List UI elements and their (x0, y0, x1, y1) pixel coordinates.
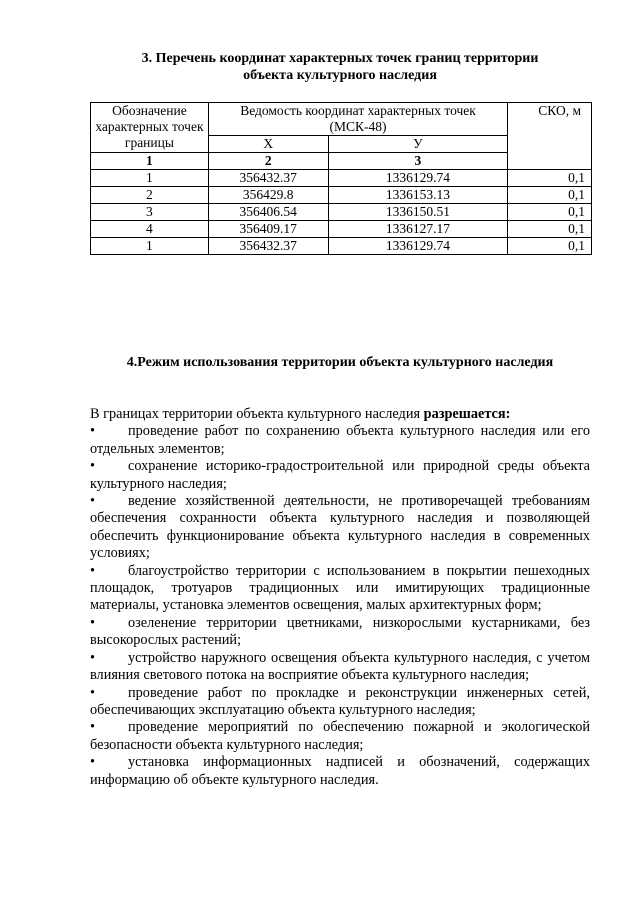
x-cell: 356406.54 (208, 204, 328, 221)
list-item (90, 493, 590, 563)
coordinates-table (90, 102, 592, 255)
point-cell: 4 (91, 221, 209, 238)
bullet-icon: • (90, 684, 96, 701)
section-3-title-line2: объекта культурного наследия (243, 68, 437, 83)
y-cell: 1336150.51 (328, 204, 508, 221)
point-cell: 1 (91, 170, 209, 187)
lead-text: В границах территории объекта культурного наследия (90, 406, 424, 422)
section-4-body (90, 406, 590, 789)
y-cell: 1336129.74 (328, 238, 508, 255)
list-item (90, 685, 590, 720)
lead-paragraph (90, 406, 590, 423)
bullet-icon: • (90, 614, 96, 631)
list-item-text: благоустройство территории с использованием в покрытии пешеходных площадок, тротуаров традиционных или имитирующих традиционные материалы, установка элементов освещения, малых архитектурных форм; (90, 562, 590, 614)
table-header-row (91, 103, 592, 136)
num-cell: 3 (328, 153, 508, 170)
table-row (91, 204, 592, 221)
bullet-icon: • (90, 562, 96, 579)
y-cell: 1336127.17 (328, 221, 508, 238)
section-4-title: 4.Режим использования территории объекта культурного наследия (126, 355, 554, 370)
header-y: У (328, 136, 508, 153)
y-cell: 1336129.74 (328, 170, 508, 187)
list-item-text: проведение работ по сохранению объекта культурного наследия или его отдельных элементов; (90, 423, 590, 457)
x-cell: 356409.17 (208, 221, 328, 238)
header-coordinates-group: Ведомость координат характерных точек (МСК-48) (208, 103, 507, 136)
lead-bold-text: разрешается: (423, 406, 511, 422)
section-3-title-line1: 3. Перечень координат характерных точек границ территории (141, 51, 539, 66)
header-points: Обозначение характерных точек границы (91, 103, 209, 153)
sko-cell: 0,1 (508, 170, 592, 187)
sko-cell: 0,1 (508, 204, 592, 221)
sko-cell: 0,1 (508, 221, 592, 238)
bullet-icon: • (90, 719, 96, 736)
num-cell: 1 (91, 153, 209, 170)
point-cell: 1 (91, 238, 209, 255)
point-cell: 2 (91, 187, 209, 204)
list-item (90, 423, 590, 458)
list-item-text: проведение мероприятий по обеспечению пожарной и экологической безопасности объекта культурного наследия; (90, 719, 590, 753)
list-item-text: ведение хозяйственной деятельности, не противоречащей требованиям обеспечения сохранности объекта культурного наследия и позволяющей обеспечить функционирование объекта культурного наследия в современных условиях; (90, 493, 590, 562)
list-item (90, 754, 590, 789)
table-row (91, 170, 592, 187)
bullet-icon: • (90, 423, 96, 440)
table-row (91, 187, 592, 204)
point-cell: 3 (91, 204, 209, 221)
y-cell: 1336153.13 (328, 187, 508, 204)
num-cell: 2 (208, 153, 328, 170)
bullet-icon: • (90, 493, 96, 510)
list-item-text: устройство наружного освещения объекта культурного наследия, с учетом влияния светового потока на восприятие объекта культурного наследия; (90, 649, 590, 684)
list-item-text: установка информационных надписей и обозначений, содержащих информацию об объекте культурного наследия. (90, 754, 590, 788)
list-item (90, 650, 590, 685)
table-row (91, 238, 592, 255)
x-cell: 356432.37 (208, 238, 328, 255)
x-cell: 356429.8 (208, 187, 328, 204)
list-item (90, 458, 590, 493)
table-row (91, 221, 592, 238)
list-item (90, 563, 590, 615)
sko-cell: 0,1 (508, 187, 592, 204)
list-item (90, 615, 590, 650)
bullet-icon: • (90, 649, 96, 666)
header-x: Х (208, 136, 328, 153)
header-sko: СКО, м (508, 103, 592, 170)
list-item-text: озеленение территории цветниками, низкорослыми кустарниками, без высокорослых растений; (90, 614, 590, 649)
sko-cell: 0,1 (508, 238, 592, 255)
section-3-title (80, 50, 600, 84)
bullet-icon: • (90, 754, 96, 771)
list-item-text: сохранение историко-градостроительной или природной среды объекта культурного наследия; (90, 458, 590, 492)
list-item-text: проведение работ по прокладке и реконструкции инженерных сетей, обеспечивающих эксплуатацию объекта культурного наследия; (90, 684, 590, 718)
x-cell: 356432.37 (208, 170, 328, 187)
bullet-icon: • (90, 458, 96, 475)
list-item (90, 719, 590, 754)
